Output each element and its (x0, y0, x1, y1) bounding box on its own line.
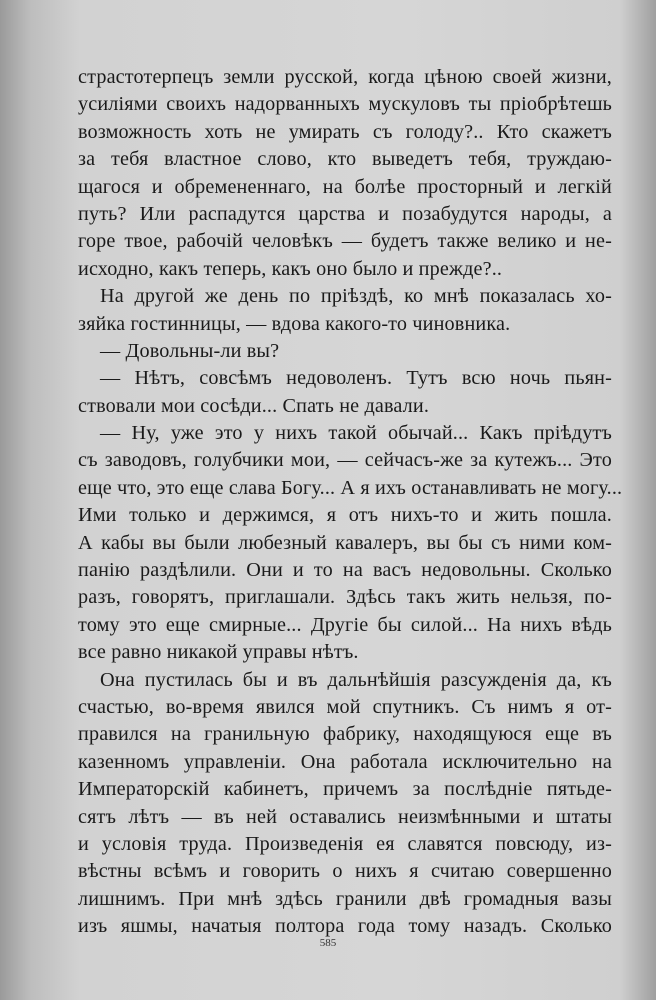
text-line: все равно никакой управы нѣтъ. (78, 641, 359, 664)
text-line: еще что, это еще слава Богу... А я ихъ останавливать не могу... (78, 476, 623, 499)
page-number: 585 (319, 937, 337, 949)
text-line: щагося и обремененнаго, на болѣе просторный и легкій (78, 175, 612, 198)
text-line: Она пустилась бы и въ дальнѣйшія разсужденія да, къ (100, 668, 612, 691)
text-line: вѣстны всѣмъ и говорить о нихъ я считаю совершенно (78, 860, 612, 883)
body-text (78, 64, 623, 941)
text-line: горе твое, рабочій человѣкъ — будетъ также велико и не- (78, 230, 612, 253)
text-line: путь? Или распадутся царства и позабудутся народы, а (78, 202, 612, 225)
text-line: А кабы вы были любезный кавалеръ, вы бы съ ними ком- (78, 531, 612, 554)
text-line: возможность хоть не умирать съ голоду?.. Кто скажетъ (78, 120, 612, 143)
text-line: панію раздѣлили. Они и то на васъ недовольны. Сколько (78, 559, 612, 582)
text-line: Ими только и держимся, я отъ нихъ-то и жить пошла. (78, 504, 612, 527)
text-line: На другой же день по пріѣздѣ, ко мнѣ показалась хо- (100, 285, 612, 308)
text-line: — Нѣтъ, совсѣмъ недоволенъ. Тутъ всю ночь пьян- (100, 367, 612, 390)
text-line: разъ, говорятъ, приглашали. Здѣсь такъ жить нельзя, по- (78, 586, 612, 609)
text-line: лишнимъ. При мнѣ здѣсь гранили двѣ громадныя вазы (78, 887, 612, 910)
text-line: тому это еще смирные... Другіе бы силой... На нихъ вѣдь (78, 613, 612, 636)
text-line: изъ яшмы, начатыя полтора года тому назадъ. Сколько (78, 915, 612, 938)
text-line: — Довольны-ли вы? (100, 339, 280, 362)
text-line: страстотерпецъ земли русской, когда цѣною своей жизни, (78, 66, 612, 88)
text-line: за тебя властное слово, кто выведетъ тебя, труждаю- (78, 148, 612, 171)
text-line: усиліями своихъ надорванныхъ мускуловъ ты пріобрѣтешь (78, 93, 612, 116)
text-line: исходно, какъ теперь, какъ оно было и прежде?.. (78, 257, 503, 280)
text-line: ствовали мои сосѣди... Спать не давали. (78, 394, 430, 417)
text-line: правился на гранильную фабрику, находящуюся еще въ (78, 723, 612, 746)
text-line: сятъ лѣтъ — въ ней оставались неизмѣнными и штаты (78, 805, 612, 828)
text-line: съ заводовъ, голубчики мои, — сейчасъ-же за кутежъ... Это (78, 449, 612, 472)
text-line: казенномъ управленіи. Она работала исключительно на (78, 750, 612, 773)
text-line: счастью, во-время явился мой спутникъ. Съ нимъ я от- (78, 695, 612, 718)
text-line: Императорскій кабинетъ, причемъ за послѣдніе пятьде- (78, 778, 612, 801)
text-line: — Ну, уже это у нихъ такой обычай... Какъ пріѣдутъ (100, 422, 612, 445)
text-line: зяйка гостинницы, — вдова какого-то чиновника. (78, 312, 511, 335)
text-line: и условія труда. Произведенія ея славятся повсюду, из- (78, 832, 612, 855)
